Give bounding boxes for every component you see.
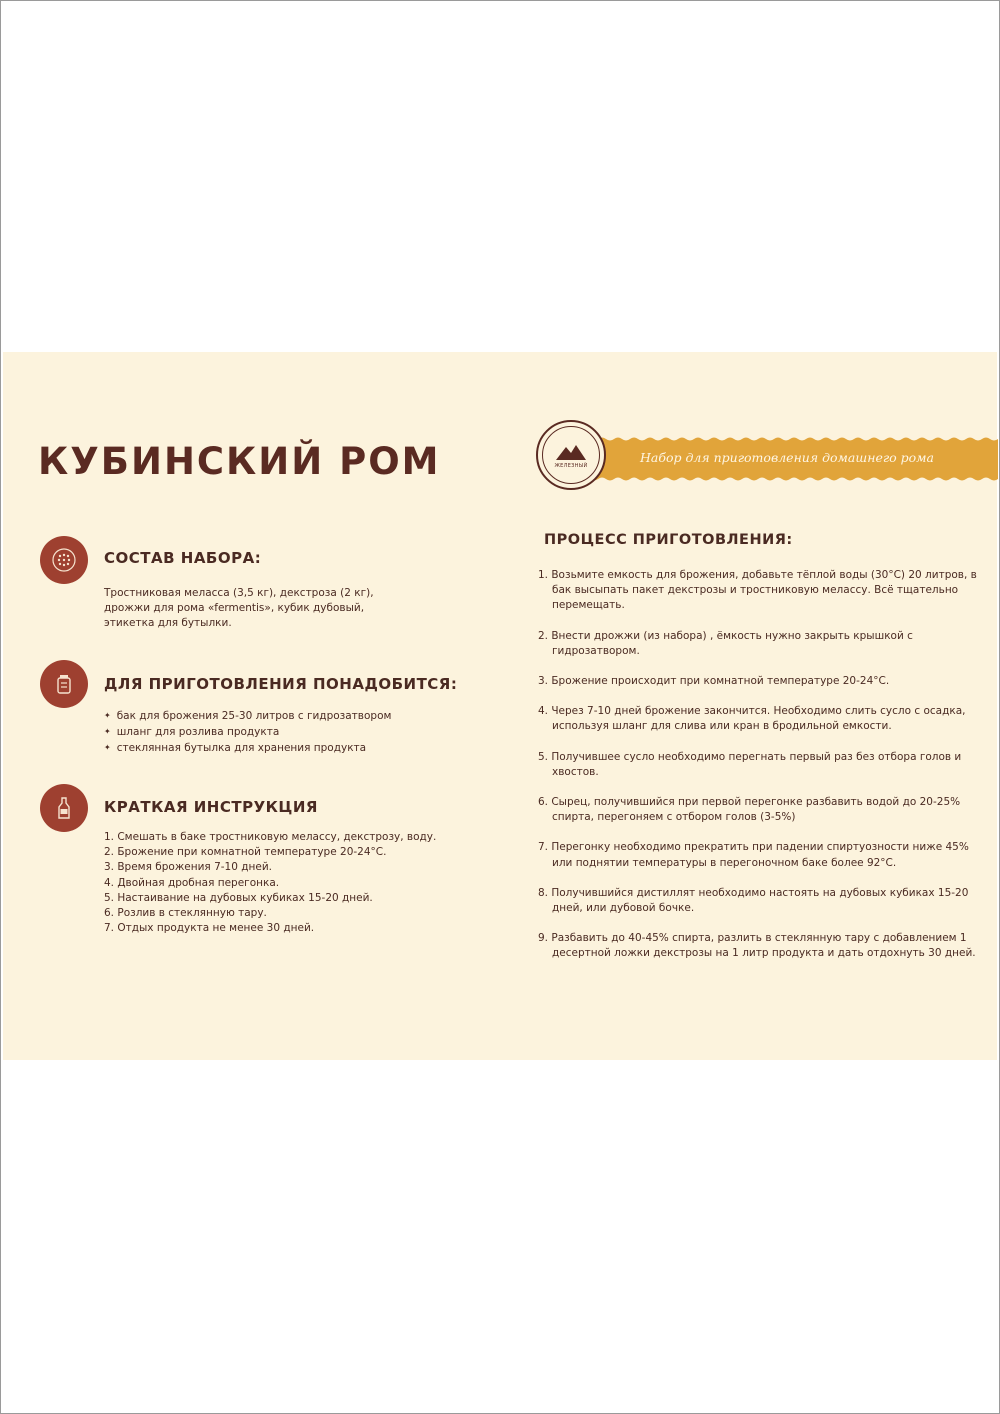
process-step: 9. Разбавить до 40-45% спирта, разлить в стеклянную тару с добавлением 1 десертной ложки декстрозы на 1 литр продукта и дать отдохнуть 30 дней. xyxy=(538,932,976,960)
process-steps xyxy=(538,568,978,977)
needed-heading: ДЛЯ ПРИГОТОВЛЕНИЯ ПОНАДОБИТСЯ: xyxy=(104,675,458,693)
short-instruction-list xyxy=(104,830,436,936)
dots-circle-icon xyxy=(40,536,88,584)
composition-line: этикетка для бутылки. xyxy=(104,617,232,629)
needed-list xyxy=(104,708,391,756)
process-step: 1. Возьмите емкость для брожения, добавьте тёплой воды (30°C) 20 литров, в бак высыпать пакет декстрозы и тростниковую мелассу. Всё тщательно перемещать. xyxy=(538,569,977,612)
process-step: 3. Брожение происходит при комнатной температуре 20-24°C. xyxy=(538,675,890,688)
process-step: 2. Внести дрожжи (из набора) , ёмкость нужно закрыть крышкой с гидрозатвором. xyxy=(538,629,913,657)
process-step: 6. Сырец, получившийся при первой перегонке разбавить водой до 20-25% спирта, перегоняем с отбором голов (3-5%) xyxy=(538,796,961,824)
mountain-icon xyxy=(554,442,588,462)
composition-line: Тростниковая меласса (3,5 кг), декстроза (2 кг), xyxy=(104,587,374,599)
list-item: 6. Розлив в стеклянную тару. xyxy=(104,907,267,920)
page-title: КУБИНСКИЙ РОМ xyxy=(38,440,441,483)
list-item: ✦ стеклянная бутылка для хранения продукта xyxy=(104,740,391,756)
composition-text xyxy=(104,586,404,631)
composition-heading: СОСТАВ НАБОРА: xyxy=(104,549,262,567)
process-step: 5. Получившее сусло необходимо перегнать первый раз без отбора голов и хвостов. xyxy=(538,750,962,778)
list-item: 2. Брожение при комнатной температуре 20-24°C. xyxy=(104,846,387,859)
jar-icon xyxy=(40,660,88,708)
process-step: 7. Перегонку необходимо прекратить при падении спиртуозности ниже 45% или поднятии температуры в перегоночном баке более 92°C. xyxy=(538,841,969,869)
logo-text: ЖЕЛЕЗНЫЙ xyxy=(554,462,588,469)
composition-line: дрожжи для рома «fermentis», кубик дубовый, xyxy=(104,602,365,614)
bottle-icon xyxy=(40,784,88,832)
list-item: 4. Двойная дробная перегонка. xyxy=(104,876,280,889)
list-item: 1. Смешать в баке тростниковую мелассу, декстрозу, воду. xyxy=(104,831,437,843)
list-item: 5. Настаивание на дубовых кубиках 15-20 дней. xyxy=(104,891,373,904)
ribbon-text: Набор для приготовления домашнего рома xyxy=(640,450,935,465)
process-heading: ПРОЦЕСС ПРИГОТОВЛЕНИЯ: xyxy=(544,532,793,548)
list-item: 7. Отдых продукта не менее 30 дней. xyxy=(104,922,315,935)
process-step: 4. Через 7-10 дней брожение закончится. Необходимо слить сусло с осадка, используя шланг для слива или кран в бродильной емкости. xyxy=(538,705,966,733)
list-item: 3. Время брожения 7-10 дней. xyxy=(104,861,272,874)
list-item: ✦ бак для брожения 25-30 литров с гидрозатвором xyxy=(104,708,391,724)
short-instruction-heading: КРАТКАЯ ИНСТРУКЦИЯ xyxy=(104,798,318,816)
brand-logo xyxy=(536,420,606,490)
process-step: 8. Получившийся дистиллят необходимо настоять на дубовых кубиках 15-20 дней, или дубовой бочке. xyxy=(538,886,969,915)
list-item: ✦ шланг для розлива продукта xyxy=(104,724,391,740)
